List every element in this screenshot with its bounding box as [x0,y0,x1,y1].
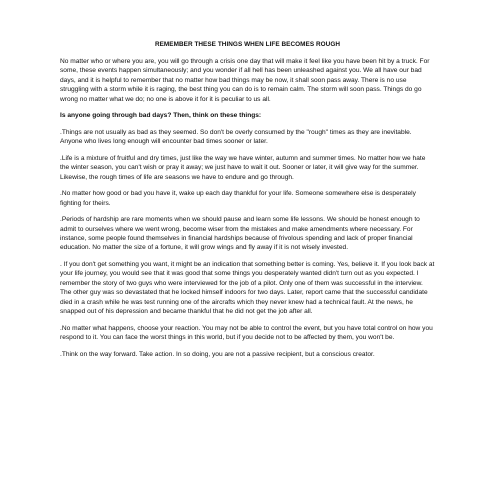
point-paragraph-5: . If you don't get something you want, it might be an indication that something better is coming. Yes, believe it. If you look back at your life journey, you would see that it was good that some things you desperately wanted didn't turn out as you expected. I remember the story of two guys who were interviewed for the job of a pilot. Only one of them was successful in the interview. The other guy was so devastated that he locked himself indoors for two days. Later, report came that the successful candidate died in a crash while he was test running one of the aircrafts which they never knew had a technical fault. At the news, he snapped out of his depression and became thankful that he did not get the job after all. [60,261,435,316]
point-paragraph-1: .Things are not usually as bad as they seemed. So don't be overly consumed by the "rough" times as they are inevitable. Anyone who lives long enough will encounter bad times sooner or later. [60,128,412,146]
point-paragraph-6: .No matter what happens, choose your reaction. You may not be able to control the event, but you have total control on how you respond to it. You can face the worst things in this world, but if you decide not to be affected by them, you won't be. [60,324,433,342]
document-page [60,40,435,366]
document-title: REMEMBER THESE THINGS WHEN LIFE BECOMES ROUGH [154,41,341,48]
point-paragraph-3: .No matter how good or bad you have it, wake up each day thankful for your life. Someone somewhere else is desperately fighting for theirs. [60,190,416,207]
point-paragraph-2: .Life is a mixture of fruitful and dry times, just like the way we have winter, autumn and summer times. No matter how we hate the winter season, you can't wish or pray it away; we just have to wait it out. Sooner or later, it will give way for the summer. Likewise, the rough times of life are seasons we have to endure and go through. [60,154,426,181]
point-paragraph-4: .Periods of hardship are rare moments when we should pause and learn some life lessons. We should be honest enough to admit to ourselves where we went wrong, become wiser from the mistakes and make amendments where necessary. For instance, some people found themselves in financial hardships because of frivolous spending and lack of proper financial education. No matter the size of a fortune, it will grow wings and fly away if it is not wisely invested. [60,216,420,252]
intro-paragraph: No matter who or where you are, you will go through a crisis one day that will make it feel like you have been hit by a truck. For some, these events happen simultaneously; and you wonder if all hell has been unleashed against you. We all have our bad days, and it is helpful to remember that no matter how bad things may be now, it shall soon pass away. There is no use struggling with a storm while it is raging, the best thing you can do is to remain calm. The storm will soon pass. Things do go wrong no matter what we do; no one is above it for it is peculiar to us all. [60,58,430,103]
question-heading: Is anyone going through bad days? Then, think on these things: [60,112,262,120]
point-paragraph-7: .Think on the way forward. Take action. In so doing, you are not a passive recipient, but a conscious creator. [60,350,375,358]
